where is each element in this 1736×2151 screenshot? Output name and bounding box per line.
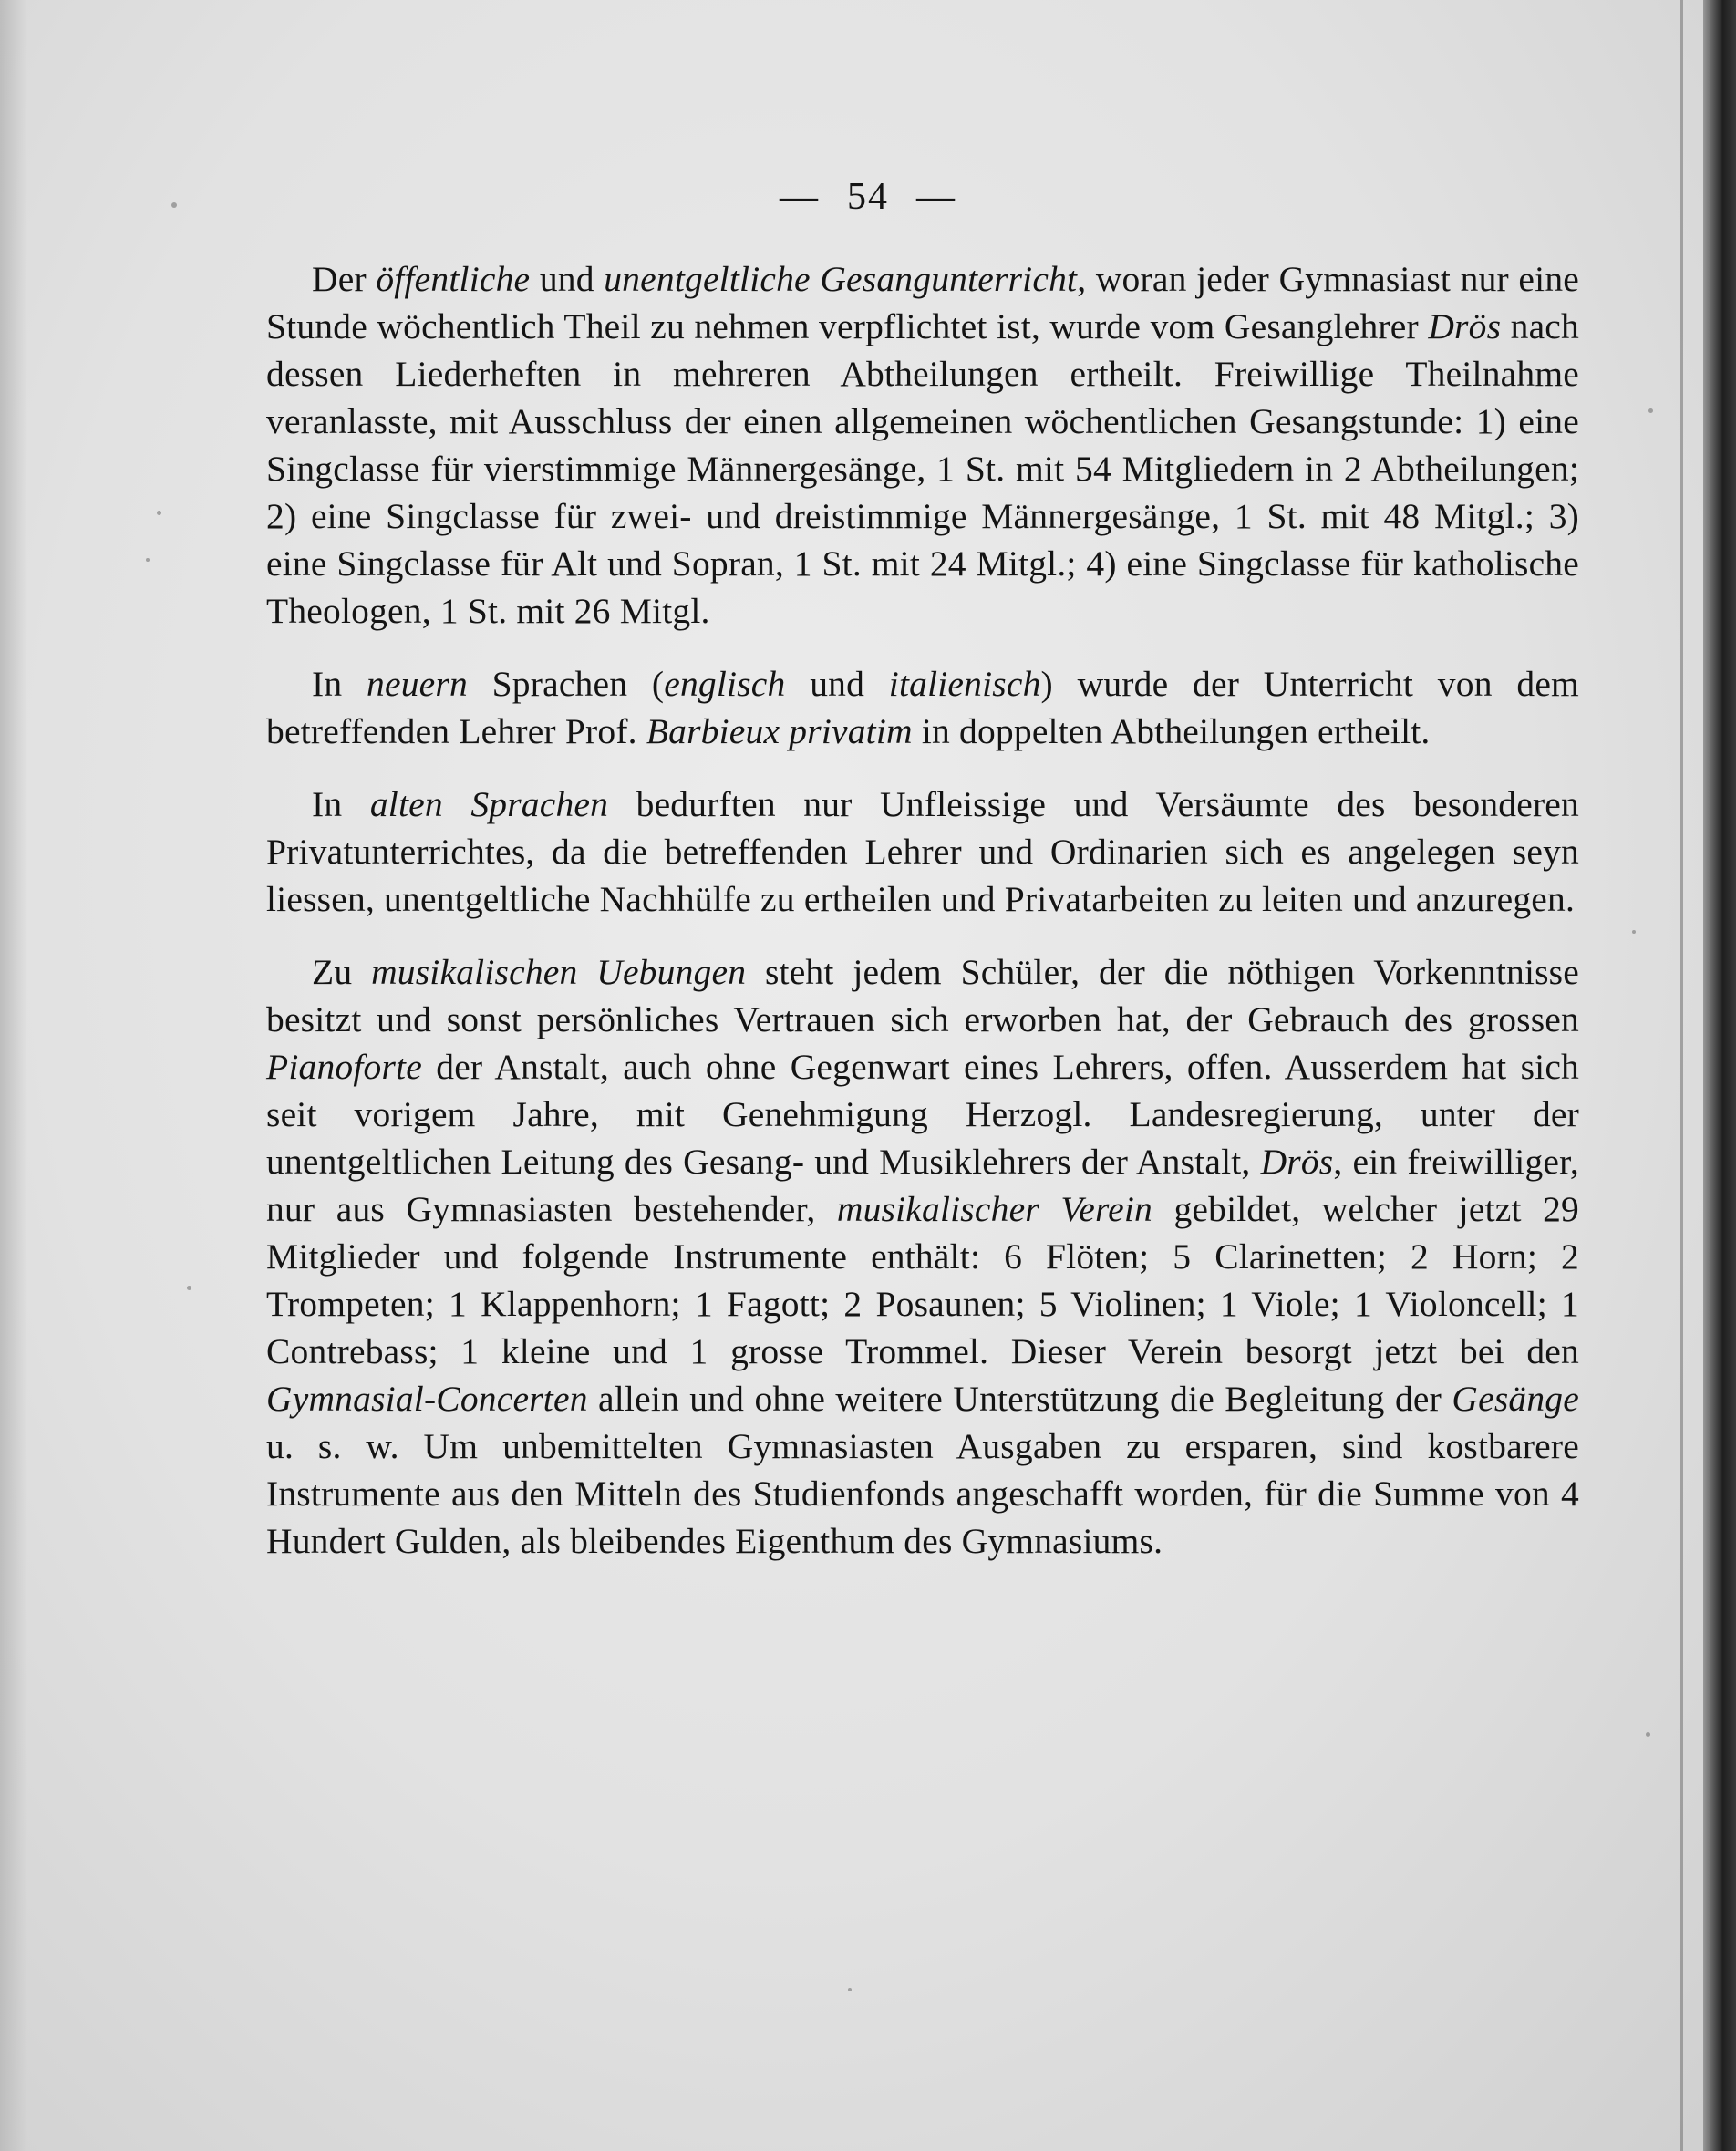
text-run: In (312, 784, 370, 824)
text-run: Der (312, 259, 377, 299)
italic-run: Gymnasial-Concerten (266, 1379, 588, 1419)
paper-speck (187, 1286, 191, 1290)
italic-run: Drös (1260, 1142, 1334, 1182)
page-left-shadow (0, 0, 27, 2151)
text-run: und (785, 664, 889, 704)
text-run: Zu (312, 952, 372, 992)
paragraph-modern-languages (266, 660, 1579, 755)
text-run: ) wurde der Unterricht von dem betreffenden Lehrer Prof. (266, 664, 1579, 751)
paragraph-music (266, 948, 1579, 1565)
header-dash-right: — (916, 176, 956, 218)
italic-run: alten Sprachen (369, 784, 609, 824)
paper-speck (157, 511, 161, 515)
italic-run: italienisch (888, 664, 1041, 704)
italic-run: musikalischen Uebungen (371, 952, 747, 992)
text-run: Sprachen ( (467, 664, 665, 704)
italic-run: unentgeltliche Gesangunterricht (604, 259, 1078, 299)
text-run: nach dessen Liederheften in mehreren Abtheilungen ertheilt. Freiwillige Theilnahme veranlasste, mit Ausschluss der einen allgemeinen wöchentlichen Gesangstunde: 1) eine Singclasse für vierstimmige Männergesänge, 1 St. mit 54 Mitgliedern in 2 Abtheilungen; 2) eine Singclasse für zwei- und dreistimmige Männergesänge, 1 St. mit 48 Mitgl.; 3) eine Singclasse für Alt und Sopran, 1 St. mit 24 Mitgl.; 4) eine Singclasse für katholische Theologen, 1 St. mit 26 Mitgl. (266, 306, 1579, 631)
text-run: , woran jeder Gymnasiast nur eine Stunde wöchentlich Theil zu nehmen verpflichtet ist, wurde vom Gesanglehrer (266, 259, 1580, 346)
italic-run: öffentliche (376, 259, 531, 299)
italic-run: Gesänge (1452, 1379, 1579, 1419)
text-run: , ein freiwilliger, nur aus Gymnasiasten bestehender, (266, 1142, 1579, 1229)
italic-run: Barbieux privatim (646, 711, 913, 751)
text-run: In (312, 664, 367, 704)
paper-speck (146, 558, 150, 562)
text-run: allein und ohne weitere Unterstützung die Begleitung der (587, 1379, 1452, 1419)
text-run: der Anstalt, auch ohne Gegenwart eines Lehrers, offen. Ausserdem hat sich seit vorigem Jahre, mit Genehmigung Herzogl. Landesregierung, unter der unentgeltlichen Leitung des Gesang- und Musiklehrers der Anstalt, (266, 1047, 1579, 1182)
text-run: steht jedem Schüler, der die nöthigen Vorkenntnisse besitzt und sonst persönliches Vertrauen sich erworben hat, der Gebrauch des grossen (266, 952, 1579, 1039)
italic-run: musikalischer Verein (836, 1189, 1152, 1229)
page-number: 54 (847, 176, 889, 218)
italic-run: Drös (1428, 306, 1502, 346)
binding-crease (1680, 0, 1683, 2151)
paper-speck (1648, 408, 1653, 413)
text-run: u. s. w. Um unbemittelten Gymnasiasten Ausgaben zu ersparen, sind kostbarere Instrumente aus den Mitteln des Studienfonds angeschafft worden, für die Summe von 4 Hundert Gulden, als bleibendes Eigenthum des Gymnasiums. (266, 1426, 1579, 1561)
italic-run: englisch (664, 664, 786, 704)
italic-run: Pianoforte (266, 1047, 422, 1087)
header-dash-left: — (780, 176, 820, 218)
paragraph-singing (266, 255, 1579, 635)
body-text (266, 173, 1579, 1565)
text-run: gebildet, welcher jetzt 29 Mitglieder und folgende Instrumente enthält: 6 Flöten; 5 Clarinetten; 2 Horn; 2 Trompeten; 1 Klappenhorn; 1 Fagott; 2 Posaunen; 5 Violinen; 1 Viole; 1 Violoncell; 1 Contrebass; 1 kleine und 1 grosse Trommel. Dieser Verein besorgt jetzt bei den (266, 1189, 1580, 1371)
paragraph-old-languages (266, 781, 1579, 923)
binding-gutter (1703, 0, 1736, 2151)
text-run: in doppelten Abtheilungen ertheilt. (912, 711, 1431, 751)
italic-run: neuern (367, 664, 468, 704)
paper-speck (848, 1988, 852, 1991)
paper-speck (1646, 1732, 1650, 1737)
text-run: und (530, 259, 604, 299)
text-run: bedurften nur Unfleissige und Versäumte des besonderen Privatunterrichtes, da die betreffenden Lehrer und Ordinarien sich es angelegen seyn liessen, unentgeltliche Nachhülfe zu ertheilen und Privatarbeiten zu leiten und anzuregen. (266, 784, 1579, 919)
paper-speck (1632, 930, 1636, 934)
